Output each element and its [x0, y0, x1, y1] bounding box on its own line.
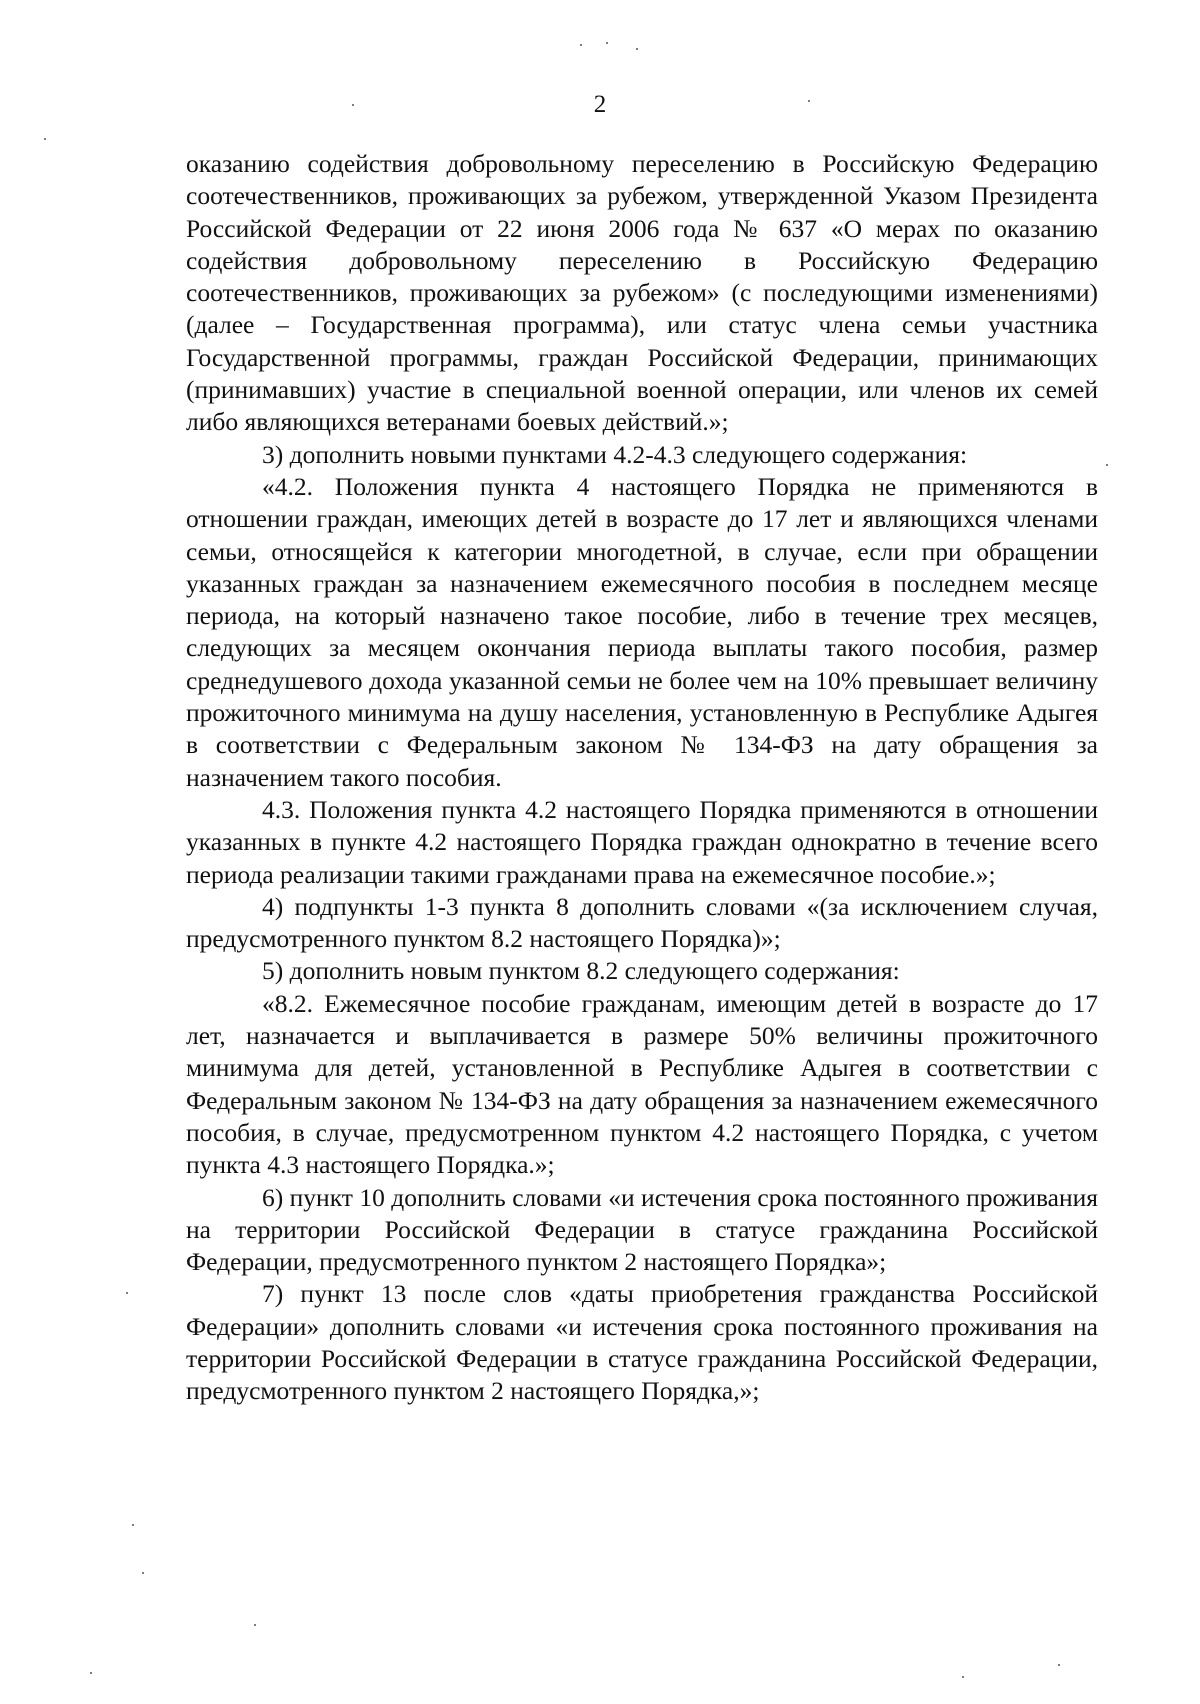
scan-speck [352, 104, 354, 106]
scan-speck [142, 1572, 144, 1574]
page-number: 2 [593, 91, 607, 118]
paragraph-continuation: оказанию содействия добровольному переселению в Российскую Федерацию соотечественников, проживающих за рубежом, утвержденной Указом Президента Российской Федерации от 22 июня 2006 года № 637 «О мерах по оказанию содействия добровольному переселению в Российскую Федерацию соотечественников, проживающих за рубежом» (с последующими изменениями) (далее – Государственная программа), или статус члена семьи участника Государственной программы, граждан Российской Федерации, принимающих (принимавших) участие в специальной военной операции, или членов их семей либо являющихся ветеранами боевых действий.»; [186, 149, 1098, 437]
scan-speck [808, 100, 810, 102]
scan-speck [580, 44, 582, 46]
paragraph-clause-4-3: 4.3. Положения пункта 4.2 настоящего Порядка применяются в отношении указанных в пункте 4.2 настоящего Порядка граждан однократно в течение всего периода реализации такими гражданами права на ежемесячное пособие.»; [186, 794, 1098, 889]
scan-speck [606, 42, 608, 44]
scan-speck [132, 1524, 134, 1526]
paragraph-item-3: 3) дополнить новыми пунктами 4.2-4.3 следующего содержания: [262, 439, 968, 469]
scan-speck [126, 1292, 128, 1294]
scan-speck [962, 1676, 964, 1678]
scan-speck [254, 1624, 256, 1626]
scan-speck [44, 138, 46, 140]
scan-speck [90, 1672, 92, 1674]
paragraph-clause-4-2: «4.2. Положения пункта 4 настоящего Порядка не применяются в отношении граждан, имеющих детей в возрасте до 17 лет и являющихся членами семьи, относящейся к категории многодетной, в случае, если при обращении указанных граждан за назначением ежемесячного пособия в последнем месяце периода, на который назначено такое пособие, либо в течение трех месяцев, следующих за месяцем окончания периода выплаты такого пособия, размер среднедушевого дохода указанной семьи не более чем на 10% превышает величину прожиточного минимума на душу населения, установленную в Республике Адыгея в соответствии с Федеральным законом № 134-ФЗ на дату обращения за назначением такого пособия. [186, 471, 1098, 792]
paragraph-item-4: 4) подпункты 1-3 пункта 8 дополнить словами «(за исключением случая, предусмотренного пунктом 8.2 настоящего Порядка)»; [186, 891, 1098, 954]
paragraph-item-6: 6) пункт 10 дополнить словами «и истечения срока постоянного проживания на территории Российской Федерации в статусе гражданина Российской Федерации, предусмотренного пунктом 2 настоящего Порядка»; [186, 1182, 1098, 1277]
scan-speck [1058, 1664, 1060, 1666]
paragraph-item-5: 5) дополнить новым пунктом 8.2 следующего содержания: [262, 956, 900, 986]
paragraph-clause-8-2: «8.2. Ежемесячное пособие гражданам, имеющим детей в возрасте до 17 лет, назначается и выплачивается в размере 50% величины прожиточного минимума для детей, установленной в Республике Адыгея в соответствии с Федеральным законом № 134-ФЗ на дату обращения за назначением ежемесячного пособия, в случае, предусмотренном пунктом 4.2 настоящего Порядка, с учетом пункта 4.3 настоящего Порядка.»; [186, 988, 1098, 1180]
scan-speck [636, 48, 638, 50]
document-body [186, 148, 1098, 1408]
scan-speck [1106, 464, 1108, 466]
paragraph-item-7: 7) пункт 13 после слов «даты приобретения гражданства Российской Федерации» дополнить словами «и истечения срока постоянного проживания на территории Российской Федерации в статусе гражданина Российской Федерации, предусмотренного пунктом 2 настоящего Порядка,»; [186, 1279, 1098, 1406]
